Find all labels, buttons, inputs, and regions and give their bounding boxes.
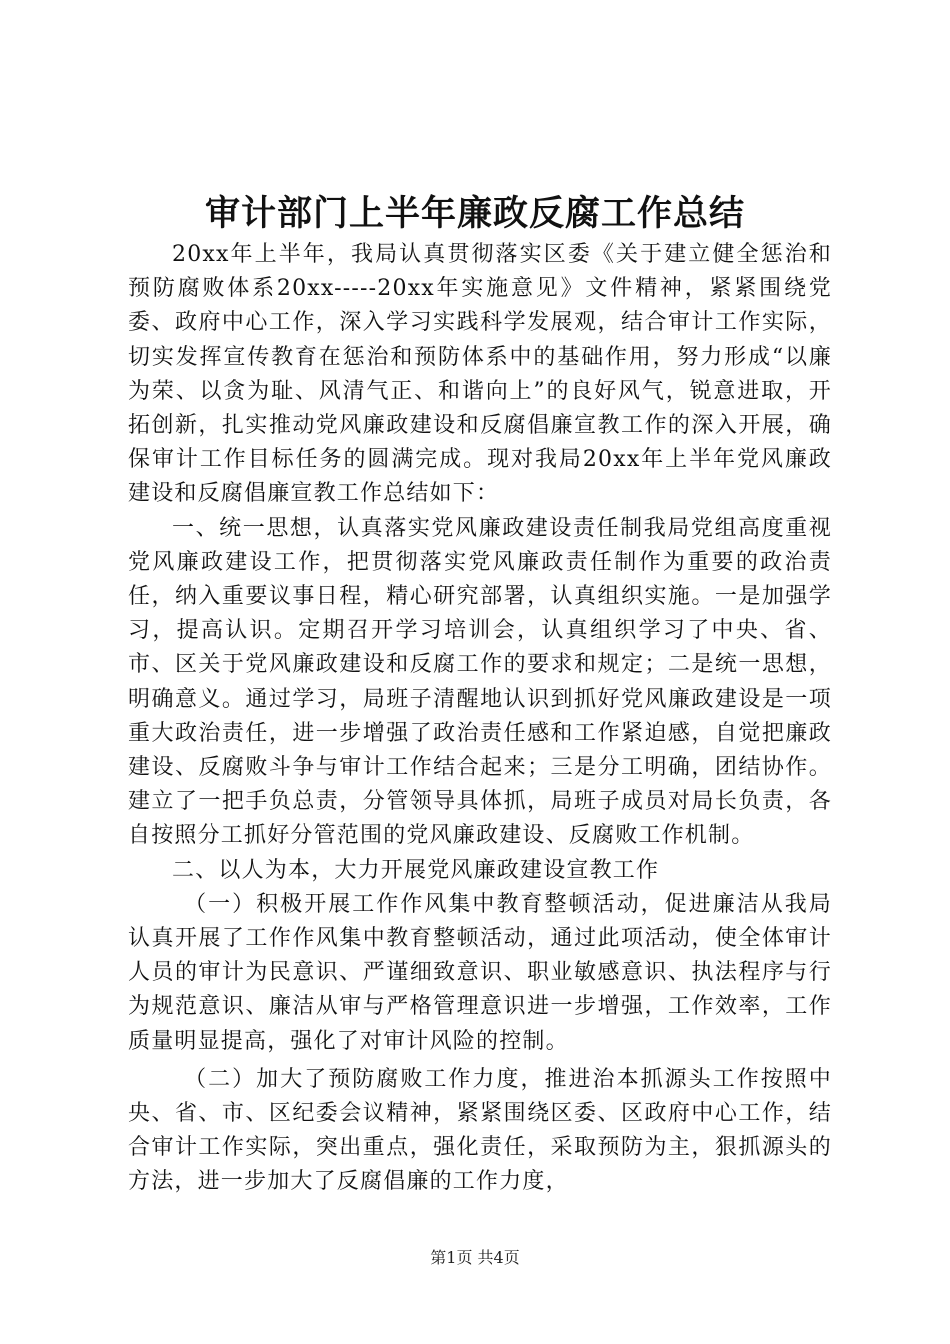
paragraph-intro: 20xx年上半年，我局认真贯彻落实区委《关于建立健全惩治和预防腐败体系20xx-----20xx年实施意见》文件精神，紧紧围绕党委、政府中心工作，深入学习实践科学发展观，结合审计工作实际，切实发挥宣传教育在惩治和预防体系中的基础作用，努力形成“以廉为荣、以贪为耻、风清气正、和谐向上”的良好风气，锐意进取，开拓创新，扎实推动党风廉政建设和反腐倡廉宣教工作的深入开展，确保审计工作目标任务的圆满完成。现对我局20xx年上半年党风廉政建设和反腐倡廉宣教工作总结如下： xyxy=(128,242,832,507)
document-body xyxy=(128,238,832,1200)
paragraph-section-2-heading: 二、以人为本，大力开展党风廉政建设宣教工作 xyxy=(172,857,660,883)
document-title: 审计部门上半年廉政反腐工作总结 xyxy=(204,194,745,234)
paragraph-subsection-2: （二）加大了预防腐败工作力度，推进治本抓源头工作按照中央、省、市、区纪委会议精神，紧紧围绕区委、区政府中心工作，结合审计工作实际，突出重点，强化责任，采取预防为主，狠抓源头的方法，进一步加大了反腐倡廉的工作力度， xyxy=(128,1066,832,1195)
paragraph-subsection-1: （一）积极开展工作作风集中教育整顿活动，促进廉洁从我局认真开展了工作作风集中教育整顿活动，通过此项活动，使全体审计人员的审计为民意识、严谨细致意识、职业敏感意识、执法程序与行为规范意识、廉洁从审与严格管理意识进一步增强，工作效率，工作质量明显提高，强化了对审计风险的控制。 xyxy=(128,891,832,1054)
paragraph-section-1: 一、统一思想，认真落实党风廉政建设责任制我局党组高度重视党风廉政建设工作，把贯彻落实党风廉政责任制作为重要的政治责任，纳入重要议事日程，精心研究部署，认真组织实施。一是加强学习，提高认识。定期召开学习培训会，认真组织学习了中央、省、市、区关于党风廉政建设和反腐工作的要求和规定；二是统一思想，明确意义。通过学习，局班子清醒地认识到抓好党风廉政建设是一项重大政治责任，进一步增强了政治责任感和工作紧迫感，自觉把廉政建设、反腐败斗争与审计工作结合起来；三是分工明确，团结协作。建立了一把手负总责，分管领导具体抓，局班子成员对局长负责，各自按照分工抓好分管范围的党风廉政建设、反腐败工作机制。 xyxy=(128,515,832,849)
page-footer: 第1页 共4页 xyxy=(430,1248,520,1267)
